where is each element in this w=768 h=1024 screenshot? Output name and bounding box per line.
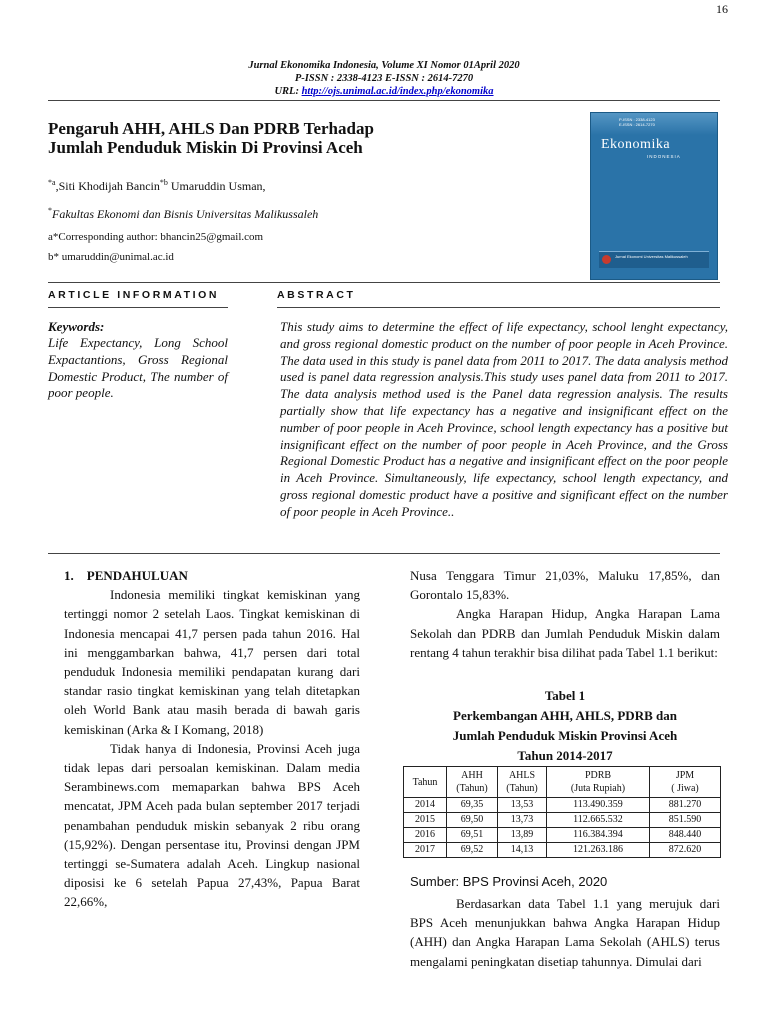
journal-url-link[interactable]: http://ojs.unimal.ac.id/index.php/ekonomika	[301, 86, 494, 97]
affiliation-mark: *	[48, 206, 52, 215]
table-header-cell	[650, 767, 721, 798]
paragraph: Indonesia memiliki tingkat kemiskinan yang tertinggi nomor 2 setelah Laos. Tingkat kemiskinan di Indonesia mencapai 41,7 persen pada tahun 2016. Hal ini menggambarkan bahwa, 41,7 persen dari total penduduk Indonesia memiliki pendapatan kurang dari standar rasio tingkat kemiskinan yang telah ditetapkan oleh World Bank atau masih berada di bawah garis kemiskinan (Arka & I Komang, 2018)	[64, 587, 360, 737]
article-info-underline	[48, 307, 228, 308]
table-cell: 113.490.359	[547, 798, 650, 813]
cover-logo-sub: INDONESIA	[647, 154, 681, 159]
abstract-text: This study aims to determine the effect of life expectancy, school lenght expectancy, and gross regional domestic product on the number of poor people in Aceh Province. The data used in this study is panel data from 2011 to 2017. The data analysis method used is panel data regression analysis.This study uses panel data from 2011 to 2017. The data analysis method used is the Panel data regression analysis. The results partially show that life expectancy has a negative and insignificant effect on the number of poor people in Aceh Province, school length expectancy has a positive but insignificant effect on the number of poor people in Aceh Province, and the Gross Regional Domestic Product has a negative and insignificant effect on the poor people in Aceh Province. Simultaneously, life expectancy, school length expectancy, and gross regional domestic product have a positive and significant effect on the number of poor people in Aceh Province..	[280, 319, 728, 519]
header-top: JPM	[675, 770, 695, 781]
table-header-cell	[498, 767, 547, 798]
paragraph: Berdasarkan data Tabel 1.1 yang merujuk dari BPS Aceh menunjukkan bahwa Angka Harapan Hidup (AHH) dan Angka Harapan Lama Sekolah (AHLS) terus mengalami peningkatan disetiap tahunnya. Dimulai dari	[410, 896, 720, 969]
table-row	[404, 813, 721, 828]
table-cell: 116.384.394	[547, 828, 650, 843]
author-a-mark: *a	[48, 178, 56, 187]
cover-issn-b: E-ISSN : 2614-7270	[619, 122, 655, 127]
author-b-mark: *b	[159, 178, 168, 187]
issn-line: P-ISSN : 2338-4123 E-ISSN : 2614-7270	[294, 73, 474, 84]
corresponding-author: a*Corresponding author: bhancin25@gmail.com	[48, 231, 264, 243]
table-source: Sumber: BPS Provinsi Aceh, 2020	[410, 874, 608, 889]
university-seal-icon	[602, 255, 611, 264]
keywords-label: Keywords:	[48, 319, 105, 334]
header-divider	[48, 100, 720, 101]
table-cell: 881.270	[650, 798, 721, 813]
affiliation-text: Fakultas Ekonomi dan Bisnis Universitas Malikussaleh	[52, 207, 319, 221]
header-unit: ( Jiwa)	[671, 783, 699, 794]
abstract-underline	[277, 307, 720, 308]
table-title-line: Jumlah Penduduk Miskin Provinsi Aceh	[452, 728, 678, 743]
section-heading-pendahuluan: 1. PENDAHULUAN	[64, 568, 188, 583]
data-table	[403, 766, 721, 858]
header-top: AHH	[461, 770, 483, 781]
article-title-line2: Jumlah Penduduk Miskin Di Provinsi Aceh	[48, 138, 363, 157]
paragraph: Angka Harapan Hidup, Angka Harapan Lama Sekolah dan PDRB dan Jumlah Penduduk Miskin dalam rentang 4 tahun terakhir bisa dilihat pada Tabel 1.1 berikut:	[410, 606, 720, 660]
article-title	[48, 119, 468, 157]
cover-logo: Ekonomika	[601, 137, 671, 152]
url-prefix: URL:	[274, 86, 302, 97]
article-title-line1: Pengaruh AHH, AHLS Dan PDRB Terhadap	[48, 119, 374, 138]
cover-footer-text: Jurnal Ekonomi Universitas Malikussaleh	[615, 254, 688, 259]
journal-cover-image	[590, 112, 718, 280]
table-header-cell	[447, 767, 498, 798]
header-unit: (Tahun)	[506, 783, 538, 794]
table-number: Tabel 1	[544, 688, 586, 703]
table-cell: 2015	[404, 813, 447, 828]
table-header-cell	[547, 767, 650, 798]
table-cell: 2014	[404, 798, 447, 813]
table-header-cell: Tahun	[404, 767, 447, 798]
table-cell: 69,51	[447, 828, 498, 843]
table-row	[404, 828, 721, 843]
table-cell: 872.620	[650, 843, 721, 858]
info-divider	[48, 282, 720, 283]
table-cell: 121.263.186	[547, 843, 650, 858]
journal-name-line: Jurnal Ekonomika Indonesia, Volume XI Nomor 01April 2020	[248, 60, 520, 71]
table-cell: 2017	[404, 843, 447, 858]
cover-footer	[599, 251, 709, 268]
author-b-name: Umaruddin Usman,	[167, 179, 266, 193]
keywords-text: Life Expectancy, Long School Expactantions, Gross Regional Domestic Product, The number of poor people.	[48, 335, 228, 401]
table-title-line: Perkembangan AHH, AHLS, PDRB dan	[453, 708, 677, 723]
paragraph: Tidak hanya di Indonesia, Provinsi Aceh juga tidak lepas dari persoalan kemiskinan. Dalam media Serambinews.com memaparkan bahwa BPS Aceh mencatat, JPM Aceh pada bulan september 2017 terjadi penambahan penduduk miskin sebanyak 2 ribu orang (15,92%). Dengan persentase itu, Provinsi dengan JPM tertinggi se-Sumatera adalah Aceh. Lingkup nasional diposisi ke 6 setelah Papua 27,43%, Papua Barat 22,66%,	[64, 740, 360, 910]
right-column	[410, 566, 720, 662]
left-column	[64, 566, 360, 912]
header-unit: (Juta Rupiah)	[570, 783, 626, 794]
header-unit: (Tahun)	[456, 783, 488, 794]
table-cell: 69,52	[447, 843, 498, 858]
page-number: 16	[716, 2, 728, 16]
cover-issn	[619, 117, 655, 127]
table-cell: 2016	[404, 828, 447, 843]
table-cell: 13,89	[498, 828, 547, 843]
header-top: PDRB	[584, 770, 612, 781]
table-header-row	[404, 767, 721, 798]
table-row	[404, 843, 721, 858]
table-caption	[410, 686, 720, 766]
cover-issn-a: P-ISSN : 2338-4123	[619, 117, 655, 122]
authors-line	[48, 178, 266, 194]
table-row	[404, 798, 721, 813]
paragraph: Nusa Tenggara Timur 21,03%, Maluku 17,85%, dan Gorontalo 15,83%.	[410, 568, 720, 603]
right-column-continued	[410, 894, 720, 971]
article-information-heading: ARTICLE INFORMATION	[48, 289, 220, 301]
table-cell: 848.440	[650, 828, 721, 843]
author-a-name: ,Siti Khodijah Bancin	[55, 179, 160, 193]
table-cell: 69,35	[447, 798, 498, 813]
table-cell: 14,13	[498, 843, 547, 858]
header-top: AHLS	[508, 770, 536, 781]
table-cell: 851.590	[650, 813, 721, 828]
table-cell: 13,53	[498, 798, 547, 813]
author-b-email: b* umaruddin@unimal.ac.id	[48, 251, 174, 263]
table-cell: 69,50	[447, 813, 498, 828]
affiliation	[48, 206, 318, 222]
abstract-heading: ABSTRACT	[277, 289, 356, 301]
table-cell: 112.665.532	[547, 813, 650, 828]
url-line	[0, 85, 768, 98]
table-cell: 13,73	[498, 813, 547, 828]
table-title-line: Tahun 2014-2017	[517, 748, 613, 763]
abstract-bottom-divider	[48, 553, 720, 554]
